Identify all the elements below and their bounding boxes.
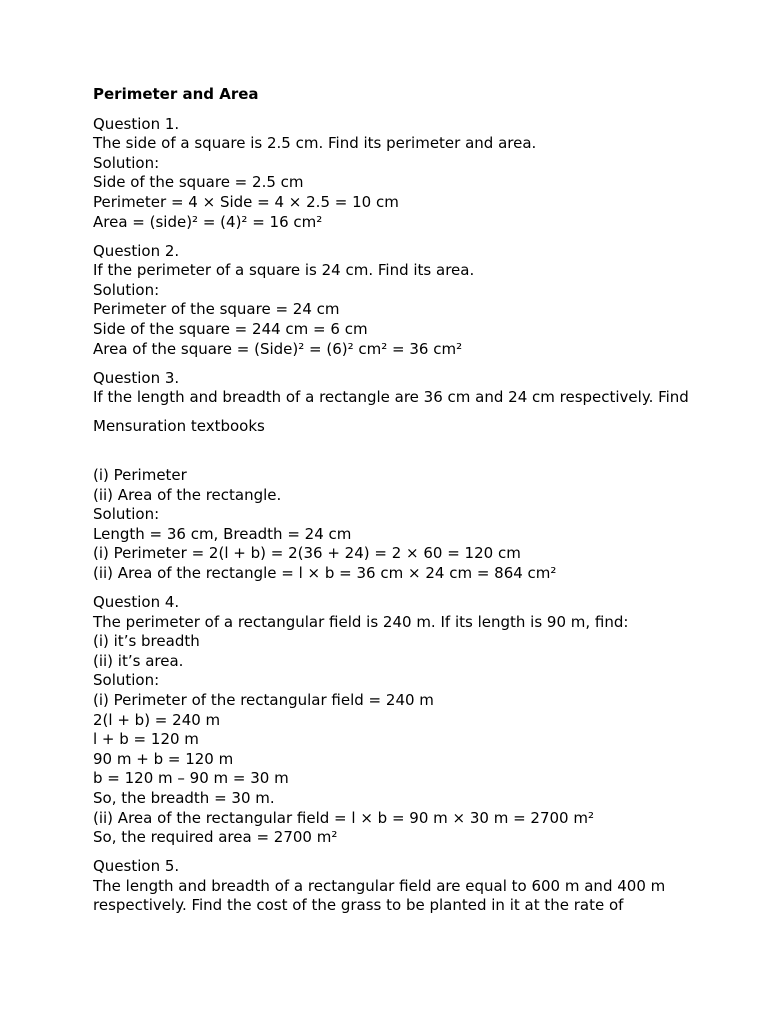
solution-line: (i) Perimeter = 2(l + b) = 2(36 + 24) = 2 × 60 = 120 cm: [93, 544, 521, 563]
solution-line: (i) Perimeter of the rectangular field = 240 m: [93, 691, 434, 710]
question-heading: Question 4.: [93, 593, 180, 612]
solution-line: Area of the square = (Side)² = (6)² cm² = 36 cm²: [93, 339, 463, 358]
solution-line: l + b = 120 m: [93, 730, 199, 749]
solution-line: b = 120 m – 90 m = 30 m: [93, 769, 289, 788]
solution-line: (ii) Area of the rectangle = l × b = 36 cm × 24 cm = 864 cm²: [93, 563, 557, 582]
solution-label: Solution:: [93, 671, 160, 690]
solution-line: So, the required area = 2700 m²: [93, 828, 338, 847]
question-part: (i) it’s breadth: [93, 632, 200, 651]
question-part: (ii) it’s area.: [93, 651, 184, 670]
solution-label: Solution:: [93, 153, 160, 172]
question-1: [93, 115, 693, 233]
solution-line: Side of the square = 244 cm = 6 cm: [93, 320, 368, 339]
document-page: [93, 85, 693, 926]
solution-line: Perimeter of the square = 24 cm: [93, 300, 340, 319]
note-text: Mensuration textbooks: [93, 417, 265, 436]
page-title: Perimeter and Area: [93, 85, 259, 103]
solution-line: 90 m + b = 120 m: [93, 749, 234, 768]
question-text: If the perimeter of a square is 24 cm. Find its area.: [93, 261, 475, 280]
solution-line: (ii) Area of the rectangular field = l × b = 90 m × 30 m = 2700 m²: [93, 808, 594, 827]
question-3: [93, 369, 693, 408]
question-part: (i) Perimeter: [93, 466, 187, 484]
solution-line: So, the breadth = 30 m.: [93, 789, 275, 807]
solution-line: Side of the square = 2.5 cm: [93, 173, 304, 192]
solution-line: Length = 36 cm, Breadth = 24 cm: [93, 524, 352, 543]
spacer: [93, 447, 693, 467]
question-part: (ii) Area of the rectangle.: [93, 485, 282, 504]
solution-line: 2(l + b) = 240 m: [93, 710, 221, 729]
question-4: [93, 593, 693, 848]
question-2: [93, 242, 693, 360]
solution-line: Area = (side)² = (4)² = 16 cm²: [93, 212, 323, 231]
solution-label: Solution:: [93, 280, 160, 299]
question-heading: Question 5.: [93, 857, 180, 876]
question-heading: Question 3.: [93, 368, 180, 387]
question-heading: Question 1.: [93, 114, 180, 133]
related-note: [93, 417, 693, 437]
question-3-continued: [93, 466, 693, 584]
question-text: The length and breadth of a rectangular field are equal to 600 m and 400 m respectively. Find the cost of the grass to be planted in it at the rate of: [93, 876, 666, 915]
solution-line: Perimeter = 4 × Side = 4 × 2.5 = 10 cm: [93, 192, 399, 211]
question-text: If the length and breadth of a rectangle are 36 cm and 24 cm respectively. Find: [93, 388, 689, 407]
question-text: The perimeter of a rectangular field is 240 m. If its length is 90 m, find:: [93, 612, 629, 631]
solution-label: Solution:: [93, 505, 160, 524]
question-5: [93, 857, 693, 916]
question-text: The side of a square is 2.5 cm. Find its perimeter and area.: [93, 134, 537, 153]
question-heading: Question 2.: [93, 241, 180, 260]
